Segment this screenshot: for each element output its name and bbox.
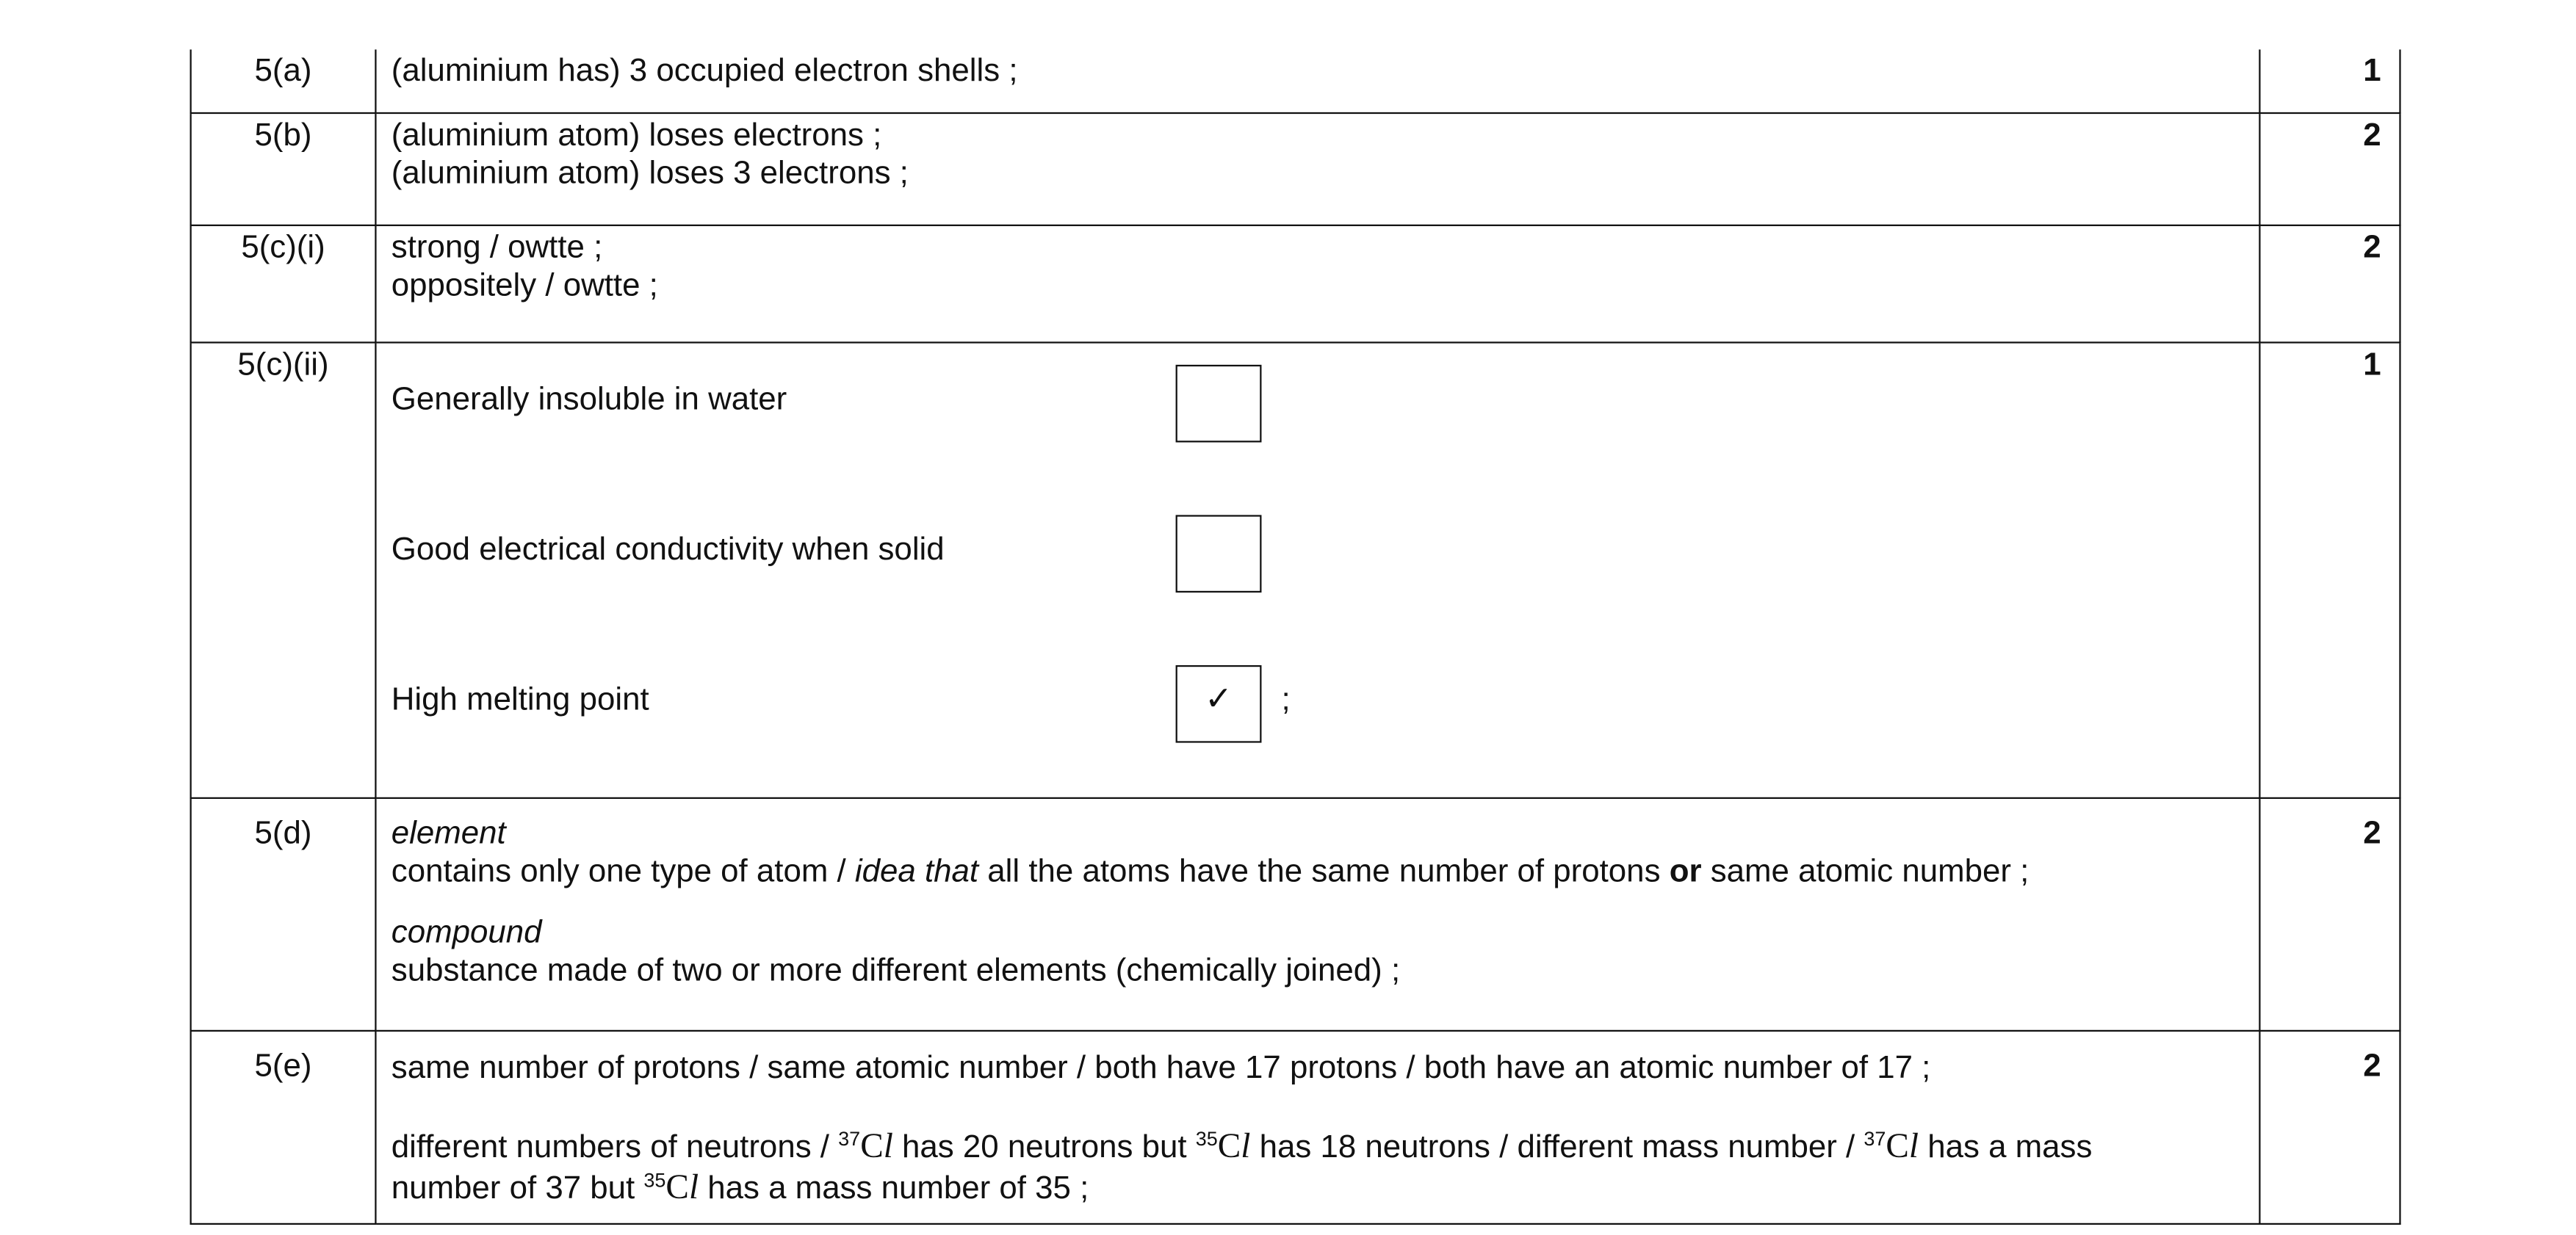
marks: 2: [2259, 112, 2400, 225]
option-checkbox: ✓: [1176, 664, 1262, 742]
chlorine-symbol: [860, 1125, 893, 1165]
text-fragment: l: [688, 1166, 699, 1206]
answer-line: (aluminium has) 3 occupied electron shells ;: [391, 52, 1018, 90]
element-definition: [392, 852, 2244, 891]
text-fragment: C: [1886, 1125, 1909, 1165]
text-fragment: l: [883, 1125, 893, 1165]
option-label: Good electrical conductivity when solid: [391, 530, 945, 568]
text-fragment: all the atoms have the same number of protons: [978, 852, 1670, 889]
table-row: [191, 1030, 2400, 1223]
option-row: [392, 496, 2244, 647]
marks: 2: [2259, 797, 2400, 1030]
question-number: 5(d): [191, 797, 376, 1030]
option-label: High melting point: [391, 681, 649, 717]
text-fragment: number of 37 but: [391, 1169, 644, 1206]
text-fragment: has 18 neutrons / different mass number /: [1250, 1128, 1864, 1165]
option-checkbox: [1176, 514, 1262, 592]
mass-number: 37: [1864, 1126, 1886, 1150]
answer-cell: [375, 1030, 2259, 1223]
text-fragment: C: [1217, 1125, 1241, 1165]
text-fragment: C: [665, 1166, 689, 1206]
answer-terminator: ;: [1281, 681, 1291, 717]
answer-line: strong / owtte ;: [391, 228, 603, 265]
answer-line: [392, 1166, 2244, 1207]
chlorine-symbol: [1218, 1125, 1251, 1165]
mark-scheme-table: [190, 49, 2401, 1223]
mass-number: 37: [838, 1126, 861, 1150]
table-row: [191, 341, 2400, 797]
question-number: 5(e): [191, 1030, 376, 1223]
answer-line: oppositely / owtte ;: [391, 267, 658, 303]
text-fragment: same atomic number ;: [1701, 852, 2030, 889]
option-label: Generally insoluble in water: [391, 380, 787, 417]
table-row: [191, 797, 2400, 1030]
text-fragment: or: [1669, 852, 1702, 889]
marks: 2: [2259, 1030, 2400, 1223]
element-heading: element: [391, 814, 506, 851]
answer-line: (aluminium atom) loses 3 electrons ;: [391, 154, 909, 191]
marks: 2: [2259, 225, 2400, 342]
compound-heading: compound: [391, 913, 542, 950]
question-number: 5(c)(i): [191, 225, 376, 342]
question-number: 5(c)(ii): [191, 341, 376, 797]
text-fragment: different numbers of neutrons /: [391, 1128, 839, 1165]
answer-cell: [375, 49, 2259, 112]
answer-cell: [375, 341, 2259, 797]
text-fragment: l: [1241, 1125, 1251, 1165]
text-fragment: l: [1908, 1125, 1919, 1165]
text-fragment: has a mass: [1919, 1128, 2093, 1165]
answer-cell: [375, 112, 2259, 225]
answer-line: (aluminium atom) loses electrons ;: [391, 116, 882, 153]
table-row: [191, 49, 2400, 112]
text-fragment: idea that: [854, 852, 979, 889]
chlorine-symbol: [665, 1166, 699, 1206]
option-checkbox: [1176, 364, 1262, 442]
question-number: 5(a): [191, 49, 376, 112]
option-row: [392, 346, 2244, 496]
compound-definition: substance made of two or more different elements (chemically joined) ;: [391, 951, 1401, 988]
question-number: 5(b): [191, 112, 376, 225]
text-fragment: C: [860, 1125, 884, 1165]
table-row: [191, 225, 2400, 342]
mass-number: 35: [643, 1167, 666, 1191]
text-fragment: contains only one type of atom /: [391, 852, 855, 889]
answer-cell: [375, 797, 2259, 1030]
answer-cell: [375, 225, 2259, 342]
answer-line: same number of protons / same atomic number / both have 17 protons / both have an atomic number of 17 ;: [391, 1049, 1931, 1086]
option-row: [392, 646, 2244, 797]
text-fragment: has a mass number of 35 ;: [699, 1169, 1089, 1206]
answer-line: [392, 1125, 2244, 1166]
marks: 1: [2259, 341, 2400, 797]
chlorine-symbol: [1886, 1125, 1919, 1165]
text-fragment: has 20 neutrons but: [892, 1128, 1196, 1165]
mass-number: 35: [1195, 1126, 1218, 1150]
marks: 1: [2259, 49, 2400, 112]
table-row: [191, 112, 2400, 225]
